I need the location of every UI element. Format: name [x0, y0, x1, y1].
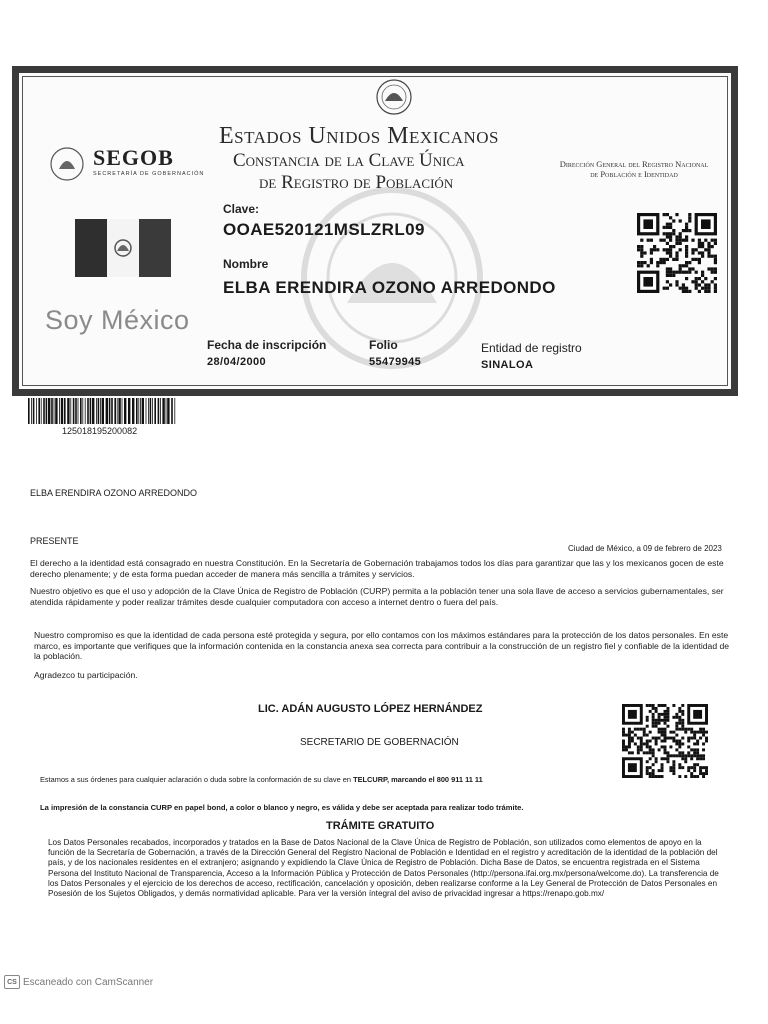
scanner-text: Escaneado con CamScanner	[23, 976, 154, 988]
country-title: Estados Unidos Mexicanos	[219, 123, 499, 149]
document-title-line2: de Registro de Población	[259, 172, 454, 193]
contact-phone: TELCURP, marcando el 800 911 11 11	[353, 775, 483, 784]
document-title-line1: Constancia de la Clave Única	[233, 150, 465, 171]
national-seal-icon	[371, 77, 417, 117]
paragraph-identity: El derecho a la identidad está consagrado en nuestra Constitución. En la Secretaría de Gobernación trabajamos todos los días para garantizar que las y los mexicanos gocen de este derecho plenamente; y de esta forma puedan acceder de manera más sencilla a trámites y servicios.	[30, 558, 724, 579]
camscanner-icon: CS	[4, 975, 20, 989]
agency-subtitle: SECRETARÍA DE GOBERNACIÓN	[93, 171, 205, 177]
scanner-footer	[4, 975, 153, 989]
thanks-line: Agradezco tu participación.	[34, 670, 138, 680]
folio-value: 55479945	[369, 356, 422, 368]
curp-certificate-card	[12, 66, 738, 396]
folio-label: Folio	[369, 338, 398, 352]
contact-prefix: Estamos a sus órdenes para cualquier aclaración o duda sobre la conformación de su clave en	[40, 775, 354, 784]
barcode-icon	[28, 398, 178, 424]
nombre-value: ELBA ERENDIRA OZONO ARREDONDO	[223, 278, 556, 297]
contact-line	[40, 775, 483, 784]
signature-qr-code-icon	[622, 704, 708, 778]
agency-name: SEGOB	[93, 145, 174, 170]
fecha-inscripcion-value: 28/04/2000	[207, 356, 267, 368]
place-date: Ciudad de México, a 09 de febrero de 2023	[568, 544, 722, 553]
paragraph-commitment: Nuestro compromiso es que la identidad de cada persona esté protegida y segura, por ello contamos con los máximos estándares para la protección de los datos personales. En este marco, es importante que verifiques que la información contenida en la constancia anexa sea correcta para contribuir a la construcción de un registro fiel y confiable de la identidad de la población.	[34, 630, 730, 661]
segob-emblem-icon	[49, 145, 85, 183]
signer-name: LIC. ADÁN AUGUSTO LÓPEZ HERNÁNDEZ	[258, 703, 483, 715]
slogan: Soy México	[45, 305, 190, 335]
clave-value: OOAE520121MSLZRL09	[223, 220, 425, 239]
mexican-flag-icon	[75, 219, 171, 277]
entidad-label: Entidad de registro	[481, 341, 582, 355]
directorate-name: Dirección General del Registro Nacional de Población e Identidad	[559, 159, 709, 179]
fecha-inscripcion-label: Fecha de inscripción	[207, 338, 327, 352]
clave-label: Clave:	[223, 202, 260, 216]
nombre-label: Nombre	[223, 257, 269, 271]
free-notice: TRÁMITE GRATUITO	[326, 820, 435, 832]
qr-code-icon	[637, 213, 717, 293]
entidad-value: SINALOA	[481, 359, 534, 371]
signer-title: SECRETARIO DE GOBERNACIÓN	[300, 737, 459, 748]
printing-note: La impresión de la constancia CURP en papel bond, a color o blanco y negro, es válida y debe ser aceptada para realizar todo trámite.	[40, 803, 524, 812]
salutation: PRESENTE	[30, 536, 79, 546]
barcode-number: 125018195200082	[62, 426, 138, 436]
recipient-name: ELBA ERENDIRA OZONO ARREDONDO	[30, 488, 198, 498]
paragraph-objective: Nuestro objetivo es que el uso y adopción de la Clave Única de Registro de Población (CURP) permita a la población tener una sola llave de acceso a servicios gubernamentales, ser atendida rápidamente y poder realizar trámites desde cualquier computadora con acceso a internet dentro o fuera del país.	[30, 586, 724, 607]
privacy-notice: Los Datos Personales recabados, incorporados y tratados en la Base de Datos Nacional de la Clave Única de Registro de Población, son utilizados como elementos de apoyo en la función de la Secretaría de Gobernación, a través de la Dirección General del Registro Nacional de Población e Identidad en el registro y acreditación de la identidad de la población del país, y de los nacionales residentes en el extranjero; asignando y expidiendo la Clave Única de Registro de Población. Dicha Base de Datos, se encuentra registrada en el Sistema Persona del Instituto Nacional de Transparencia, Acceso a la Información Pública y Protección de Datos Personales (http://persona.ifai.org.mx/persona/welcome.do). La transferencia de los Datos Personales y el ejercicio de los derechos de acceso, rectificación, cancelación y oposición, deben realizarse conforme a la Ley General de Protección de Datos Personales en Posesión de los Sujetos Obligados, y demás normatividad aplicable. Para ver la versión íntegral del aviso de privacidad ingresar a https://renapo.gob.mx/	[48, 838, 719, 899]
